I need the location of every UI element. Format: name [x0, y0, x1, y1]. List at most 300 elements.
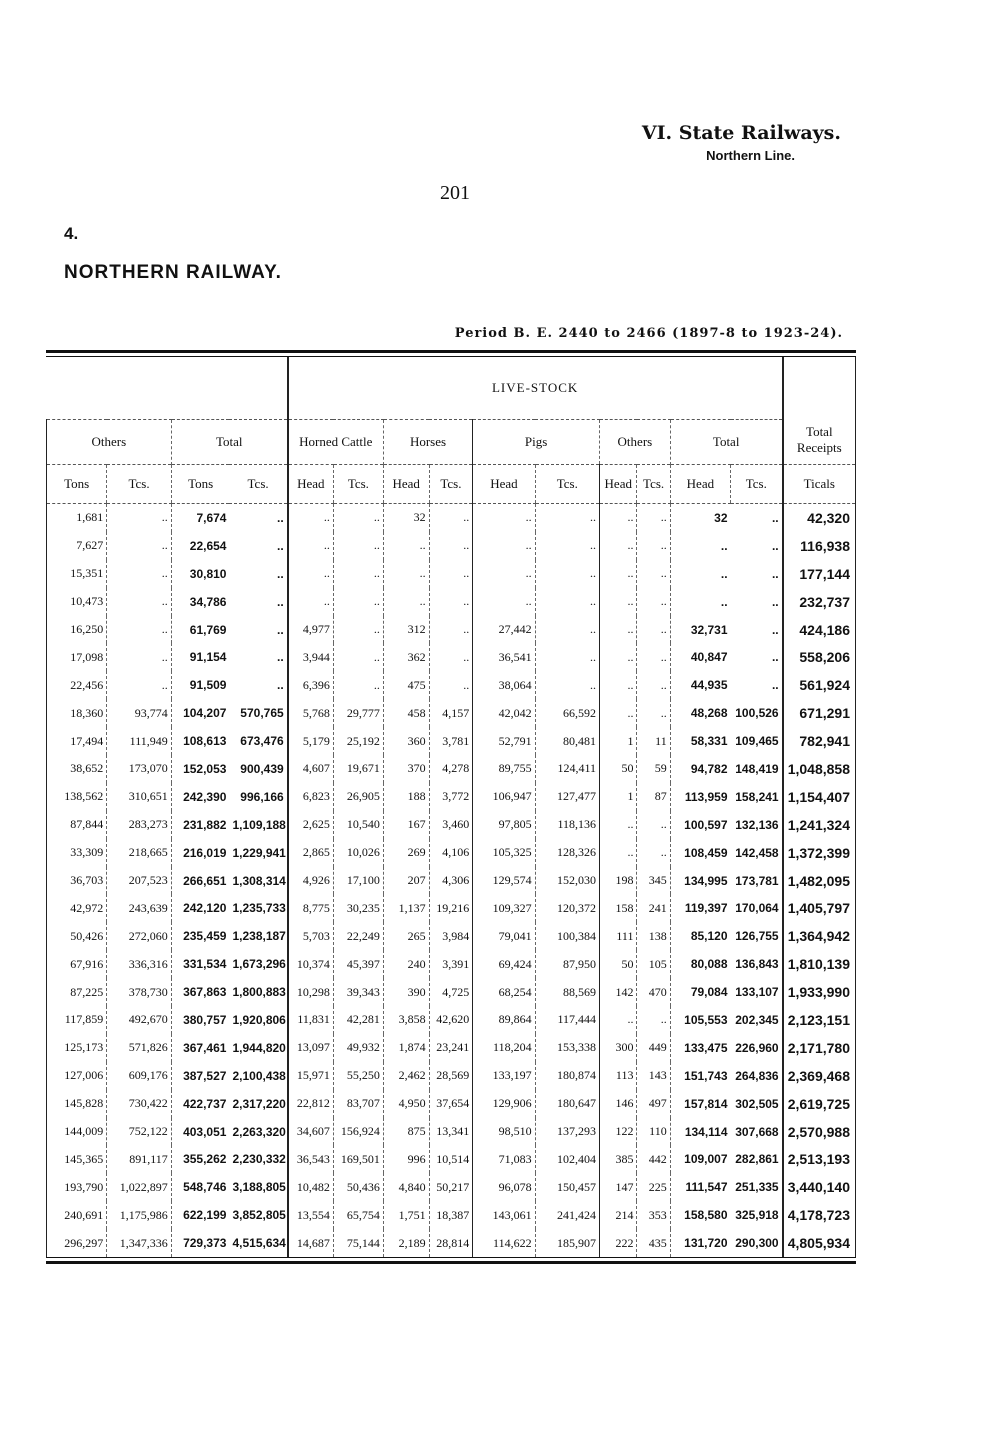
table-cell: 83,707 — [333, 1090, 383, 1118]
table-cell: 22,654 — [171, 532, 229, 560]
table-cell: 10,374 — [288, 950, 334, 978]
table-cell: 17,494 — [47, 727, 107, 755]
table-cell: 32,731 — [670, 616, 730, 644]
table-cell: 151,743 — [670, 1062, 730, 1090]
table-cell: .. — [637, 839, 670, 867]
table-cell: 156,924 — [333, 1118, 383, 1146]
table-cell: 4,178,723 — [783, 1201, 856, 1229]
table-cell: .. — [473, 532, 535, 560]
table-cell: .. — [600, 532, 637, 560]
table-cell: 50 — [600, 755, 637, 783]
table-cell: .. — [288, 588, 334, 616]
table-cell: 891,117 — [107, 1145, 171, 1173]
table-cell: 19,671 — [333, 755, 383, 783]
table-cell: .. — [600, 560, 637, 588]
table-cell: 188 — [383, 783, 429, 811]
table-cell: .. — [535, 616, 599, 644]
table-row — [47, 616, 856, 644]
table-cell: 300 — [600, 1034, 637, 1062]
table-cell: 265 — [383, 922, 429, 950]
table-cell: 125,173 — [47, 1034, 107, 1062]
table-cell: 1,048,858 — [783, 755, 856, 783]
table-row — [47, 1062, 856, 1090]
table-row — [47, 922, 856, 950]
table-cell: 4,725 — [429, 978, 473, 1006]
table-cell: 173,070 — [107, 755, 171, 783]
table-cell: 10,473 — [47, 588, 107, 616]
table-cell: 158,241 — [735, 789, 779, 804]
table-cell: 58,331 — [670, 727, 730, 755]
table-cell: 132,136 — [735, 817, 779, 832]
table-cell: 34,786 — [171, 588, 229, 616]
table-cell: .. — [107, 532, 171, 560]
table-cell: .. — [333, 616, 383, 644]
table-cell: .. — [600, 616, 637, 644]
table-cell: .. — [473, 588, 535, 616]
table-cell: 136,843 — [735, 957, 779, 972]
table-cell: 5,768 — [288, 699, 334, 727]
table-cell: 109,465 — [735, 734, 779, 749]
table-cell: 2,462 — [383, 1062, 429, 1090]
table-cell: 475 — [383, 671, 429, 699]
table-cell: 378,730 — [107, 978, 171, 1006]
table-cell: .. — [771, 510, 779, 525]
table-cell: 232,737 — [783, 588, 856, 616]
table-cell: 241,424 — [535, 1201, 599, 1229]
table-cell: 2,369,468 — [783, 1062, 856, 1090]
table-cell: 13,554 — [288, 1201, 334, 1229]
table-cell: 198 — [600, 867, 637, 895]
table-cell: 307,668 — [735, 1124, 779, 1139]
table-cell: 3,984 — [429, 922, 473, 950]
live-stock-header: LIVE-STOCK — [288, 357, 783, 420]
table-cell: 25,192 — [333, 727, 383, 755]
table-cell: 158 — [600, 894, 637, 922]
table-cell: 497 — [637, 1090, 670, 1118]
table-cell: 10,482 — [288, 1173, 334, 1201]
table-cell: .. — [333, 532, 383, 560]
unit-ticals: Ticals — [783, 465, 856, 504]
table-cell: .. — [277, 678, 284, 693]
table-cell: 48,268 — [670, 699, 730, 727]
table-cell: 2,189 — [383, 1229, 429, 1257]
table-cell: .. — [637, 811, 670, 839]
unit-head: Head — [383, 465, 429, 504]
table-body — [47, 504, 856, 1258]
table-cell: 30,235 — [333, 894, 383, 922]
table-cell: 380,757 — [171, 1006, 229, 1034]
table-cell: 127,477 — [535, 783, 599, 811]
table-cell: 207,523 — [107, 867, 171, 895]
total-receipts-header: Total Receipts — [783, 357, 856, 465]
table-cell: 367,863 — [171, 978, 229, 1006]
table-cell: 561,924 — [783, 671, 856, 699]
table-cell: 7,674 — [171, 504, 229, 532]
table-cell: 240 — [383, 950, 429, 978]
table-cell: 100,526 — [735, 706, 779, 721]
table-cell: .. — [637, 532, 670, 560]
table-cell: .. — [288, 560, 334, 588]
table-cell: 104,207 — [171, 699, 229, 727]
table-cell: .. — [107, 504, 171, 532]
table-cell: 1,109,188 — [232, 817, 286, 832]
table-cell: 102,404 — [535, 1145, 599, 1173]
table-cell: 1 — [600, 727, 637, 755]
table-cell: 16,250 — [47, 616, 107, 644]
table-cell: 403,051 — [171, 1118, 229, 1146]
table-cell: 13,341 — [429, 1118, 473, 1146]
table-cell: 353 — [637, 1201, 670, 1229]
table-cell: 42,620 — [429, 1006, 473, 1034]
table-cell: 152,030 — [535, 867, 599, 895]
table-cell: 264,836 — [735, 1068, 779, 1083]
table-cell: 79,084 — [670, 978, 730, 1006]
table-cell: 75,144 — [333, 1229, 383, 1257]
table-cell: 2,171,780 — [783, 1034, 856, 1062]
unit-tcs: Tcs. — [535, 465, 599, 504]
table-cell: 7,627 — [47, 532, 107, 560]
table-cell: 558,206 — [783, 643, 856, 671]
table-cell: .. — [277, 510, 284, 525]
table-cell: .. — [277, 566, 284, 581]
table-cell: 193,790 — [47, 1173, 107, 1201]
table-cell: .. — [429, 643, 473, 671]
table-cell: 1,364,942 — [783, 922, 856, 950]
table-cell: 50,436 — [333, 1173, 383, 1201]
table-cell: .. — [771, 594, 779, 609]
table-cell: 42,281 — [333, 1006, 383, 1034]
unit-tcs: Tcs. — [229, 465, 287, 504]
table-cell: 272,060 — [107, 922, 171, 950]
table-cell: 42,320 — [783, 504, 856, 532]
table-cell: 128,326 — [535, 839, 599, 867]
table-cell: 1,405,797 — [783, 894, 856, 922]
table-cell: 158,580 — [670, 1201, 730, 1229]
table-cell: 79,041 — [473, 922, 535, 950]
table-cell: 134,114 — [670, 1118, 730, 1146]
table-cell: 1,800,883 — [232, 985, 286, 1000]
table-cell: 93,774 — [107, 699, 171, 727]
table-cell: .. — [637, 504, 670, 532]
table-row — [47, 1173, 856, 1201]
table-cell: 89,864 — [473, 1006, 535, 1034]
table-cell: 387,527 — [171, 1062, 229, 1090]
table-cell: 1,347,336 — [107, 1229, 171, 1257]
table-cell: 875 — [383, 1118, 429, 1146]
table-cell: .. — [429, 532, 473, 560]
table-cell: 61,769 — [171, 616, 229, 644]
table-cell: 18,387 — [429, 1201, 473, 1229]
table-cell: 216,019 — [171, 839, 229, 867]
table-cell: 28,814 — [429, 1229, 473, 1257]
table-cell: 4,278 — [429, 755, 473, 783]
table-cell: 11 — [637, 727, 670, 755]
table-cell: 3,781 — [429, 727, 473, 755]
table-cell: 68,254 — [473, 978, 535, 1006]
table-cell: 96,078 — [473, 1173, 535, 1201]
table-cell: 355,262 — [171, 1145, 229, 1173]
table-cell: 133,197 — [473, 1062, 535, 1090]
table-cell: 214 — [600, 1201, 637, 1229]
table-cell: 167 — [383, 811, 429, 839]
table-cell: 45,397 — [333, 950, 383, 978]
table-cell: 422,737 — [171, 1090, 229, 1118]
table-cell: .. — [771, 538, 779, 553]
table-cell: 144,009 — [47, 1118, 107, 1146]
unit-head: Head — [473, 465, 535, 504]
table-cell: 5,703 — [288, 922, 334, 950]
table-cell: 127,006 — [47, 1062, 107, 1090]
total-col-header: Total — [171, 420, 287, 465]
table-cell: 296,297 — [47, 1229, 107, 1257]
table-cell: 290,300 — [735, 1236, 779, 1251]
table-cell: 370 — [383, 755, 429, 783]
table-cell: 1,810,139 — [783, 950, 856, 978]
table-cell: 80,088 — [670, 950, 730, 978]
table-cell: .. — [277, 650, 284, 665]
table-cell: 111,949 — [107, 727, 171, 755]
table-cell: 117,444 — [535, 1006, 599, 1034]
table-cell: 87,844 — [47, 811, 107, 839]
table-cell: 269 — [383, 839, 429, 867]
table-cell: 449 — [637, 1034, 670, 1062]
table-cell: 225 — [637, 1173, 670, 1201]
table-cell: 106,947 — [473, 783, 535, 811]
table-cell: 36,703 — [47, 867, 107, 895]
table-cell: 39,343 — [333, 978, 383, 1006]
table-cell: 177,144 — [783, 560, 856, 588]
unit-tcs: Tcs. — [637, 465, 670, 504]
table-cell: 251,335 — [735, 1180, 779, 1195]
table-cell: 1,137 — [383, 894, 429, 922]
unit-tcs: Tcs. — [731, 465, 783, 504]
table-cell: .. — [383, 532, 429, 560]
table-row — [47, 560, 856, 588]
table-top-rule — [46, 350, 856, 357]
table-cell: 1,944,820 — [232, 1040, 286, 1055]
table-cell: .. — [535, 560, 599, 588]
table-cell: 105,325 — [473, 839, 535, 867]
table-cell: 1,022,897 — [107, 1173, 171, 1201]
table-row — [47, 811, 856, 839]
table-cell: 28,569 — [429, 1062, 473, 1090]
table-cell: 109,327 — [473, 894, 535, 922]
table-cell: 180,874 — [535, 1062, 599, 1090]
table-cell: .. — [670, 532, 730, 560]
table-cell: 14,687 — [288, 1229, 334, 1257]
table-cell: 145,828 — [47, 1090, 107, 1118]
table-cell: 22,249 — [333, 922, 383, 950]
table-cell: 22,812 — [288, 1090, 334, 1118]
table-cell: 22,456 — [47, 671, 107, 699]
table-cell: 91,154 — [171, 643, 229, 671]
table-cell: 42,042 — [473, 699, 535, 727]
table-cell: .. — [277, 594, 284, 609]
table-cell: 424,186 — [783, 616, 856, 644]
table-cell: 119,397 — [670, 894, 730, 922]
table-cell: .. — [637, 560, 670, 588]
table-cell: 131,720 — [670, 1229, 730, 1257]
table-cell: 8,775 — [288, 894, 334, 922]
section-title: VI. State Railways. — [641, 122, 841, 144]
table-cell: 50 — [600, 950, 637, 978]
table-cell: 2,619,725 — [783, 1090, 856, 1118]
table-cell: 266,651 — [171, 867, 229, 895]
table-cell: 109,007 — [670, 1145, 730, 1173]
table-cell: 26,905 — [333, 783, 383, 811]
table-cell: .. — [288, 504, 334, 532]
table-cell: .. — [600, 1006, 637, 1034]
table-cell: .. — [600, 643, 637, 671]
table-cell: 1 — [600, 783, 637, 811]
table-cell: 129,574 — [473, 867, 535, 895]
table-cell: 1,751 — [383, 1201, 429, 1229]
table-row — [47, 978, 856, 1006]
table-cell: .. — [107, 616, 171, 644]
table-cell: 129,906 — [473, 1090, 535, 1118]
table-cell: 202,345 — [735, 1012, 779, 1027]
table-cell: 38,064 — [473, 671, 535, 699]
table-cell: .. — [473, 504, 535, 532]
table-cell: 100,597 — [670, 811, 730, 839]
railway-name: NORTHERN RAILWAY. — [64, 262, 282, 283]
table-cell: .. — [600, 588, 637, 616]
table-cell: 34,607 — [288, 1118, 334, 1146]
table-cell: 32 — [383, 504, 429, 532]
table-cell: 1,229,941 — [232, 845, 286, 860]
table-cell: 66,592 — [535, 699, 599, 727]
table-cell: .. — [333, 504, 383, 532]
table-cell: 59 — [637, 755, 670, 783]
statistics-table — [46, 357, 856, 1257]
table-cell: .. — [637, 671, 670, 699]
horned-cattle-col-header: Horned Cattle — [288, 420, 384, 465]
table-cell: 2,123,151 — [783, 1006, 856, 1034]
table-cell: 118,136 — [535, 811, 599, 839]
table-cell: 1,308,314 — [232, 873, 286, 888]
table-row — [47, 699, 856, 727]
table-cell: 1,238,187 — [232, 929, 286, 944]
table-cell: .. — [429, 504, 473, 532]
table-row — [47, 894, 856, 922]
table-cell: 88,569 — [535, 978, 599, 1006]
table-cell: 27,442 — [473, 616, 535, 644]
table-cell: 10,298 — [288, 978, 334, 1006]
table-row — [47, 783, 856, 811]
table-cell: 69,424 — [473, 950, 535, 978]
table-cell: .. — [383, 588, 429, 616]
table-row — [47, 950, 856, 978]
table-cell: .. — [288, 532, 334, 560]
table-cell: 153,338 — [535, 1034, 599, 1062]
table-cell: 133,475 — [670, 1034, 730, 1062]
table-cell: .. — [107, 588, 171, 616]
table-cell: 87 — [637, 783, 670, 811]
table-cell: 170,064 — [735, 901, 779, 916]
table-cell: .. — [637, 1006, 670, 1034]
table-cell: 730,422 — [107, 1090, 171, 1118]
table-row — [47, 1145, 856, 1173]
table-cell: 40,847 — [670, 643, 730, 671]
table-cell: .. — [277, 538, 284, 553]
table-cell: 49,932 — [333, 1034, 383, 1062]
table-cell: 3,460 — [429, 811, 473, 839]
table-cell: 2,100,438 — [232, 1068, 286, 1083]
table-cell: 98,510 — [473, 1118, 535, 1146]
table-cell: 241 — [637, 894, 670, 922]
table-cell: 138 — [637, 922, 670, 950]
table-cell: 124,411 — [535, 755, 599, 783]
table-cell: 126,755 — [735, 929, 779, 944]
table-cell: .. — [277, 622, 284, 637]
table-cell: 1,235,733 — [232, 901, 286, 916]
table-cell: 4,977 — [288, 616, 334, 644]
table-cell: 36,541 — [473, 643, 535, 671]
table-cell: 2,317,220 — [232, 1096, 286, 1111]
table-cell: 1,154,407 — [783, 783, 856, 811]
table-cell: 169,501 — [333, 1145, 383, 1173]
table-cell: .. — [600, 839, 637, 867]
table-cell: 55,250 — [333, 1062, 383, 1090]
table-cell: 782,941 — [783, 727, 856, 755]
table-cell: 3,391 — [429, 950, 473, 978]
table-cell: 362 — [383, 643, 429, 671]
table-cell: .. — [107, 671, 171, 699]
table-cell: 113 — [600, 1062, 637, 1090]
table-cell: .. — [333, 588, 383, 616]
table-cell: .. — [600, 671, 637, 699]
table-cell: 4,515,634 — [232, 1236, 286, 1251]
freight-group-header — [47, 357, 288, 420]
unit-tcs: Tcs. — [107, 465, 171, 504]
table-cell: 108,459 — [670, 839, 730, 867]
table-cell: 1,372,399 — [783, 839, 856, 867]
table-row — [47, 643, 856, 671]
table-cell: .. — [535, 643, 599, 671]
table-cell: 470 — [637, 978, 670, 1006]
table-cell: .. — [333, 560, 383, 588]
table-cell: 97,805 — [473, 811, 535, 839]
table-cell: 1,241,324 — [783, 811, 856, 839]
table-cell: 134,995 — [670, 867, 730, 895]
table-cell: 94,782 — [670, 755, 730, 783]
table-cell: .. — [535, 504, 599, 532]
table-cell: 38,652 — [47, 755, 107, 783]
table-cell: 15,351 — [47, 560, 107, 588]
table-cell: 283,273 — [107, 811, 171, 839]
table-cell: .. — [670, 560, 730, 588]
table-cell: 609,176 — [107, 1062, 171, 1090]
table-cell: 105,553 — [670, 1006, 730, 1034]
table-cell: 385 — [600, 1145, 637, 1173]
table-row — [47, 671, 856, 699]
table-cell: 143 — [637, 1062, 670, 1090]
table-cell: 114,622 — [473, 1229, 535, 1257]
table-cell: 10,514 — [429, 1145, 473, 1173]
statistics-table-wrapper — [46, 350, 856, 1264]
table-cell: 331,534 — [171, 950, 229, 978]
table-cell: 2,230,332 — [232, 1152, 286, 1167]
table-cell: 548,746 — [171, 1173, 229, 1201]
horses-col-header: Horses — [383, 420, 472, 465]
table-cell: 36,543 — [288, 1145, 334, 1173]
table-cell: 15,971 — [288, 1062, 334, 1090]
table-cell: 2,570,988 — [783, 1118, 856, 1146]
table-cell: .. — [473, 560, 535, 588]
table-cell: 11,831 — [288, 1006, 334, 1034]
table-cell: .. — [637, 616, 670, 644]
table-cell: 71,083 — [473, 1145, 535, 1173]
